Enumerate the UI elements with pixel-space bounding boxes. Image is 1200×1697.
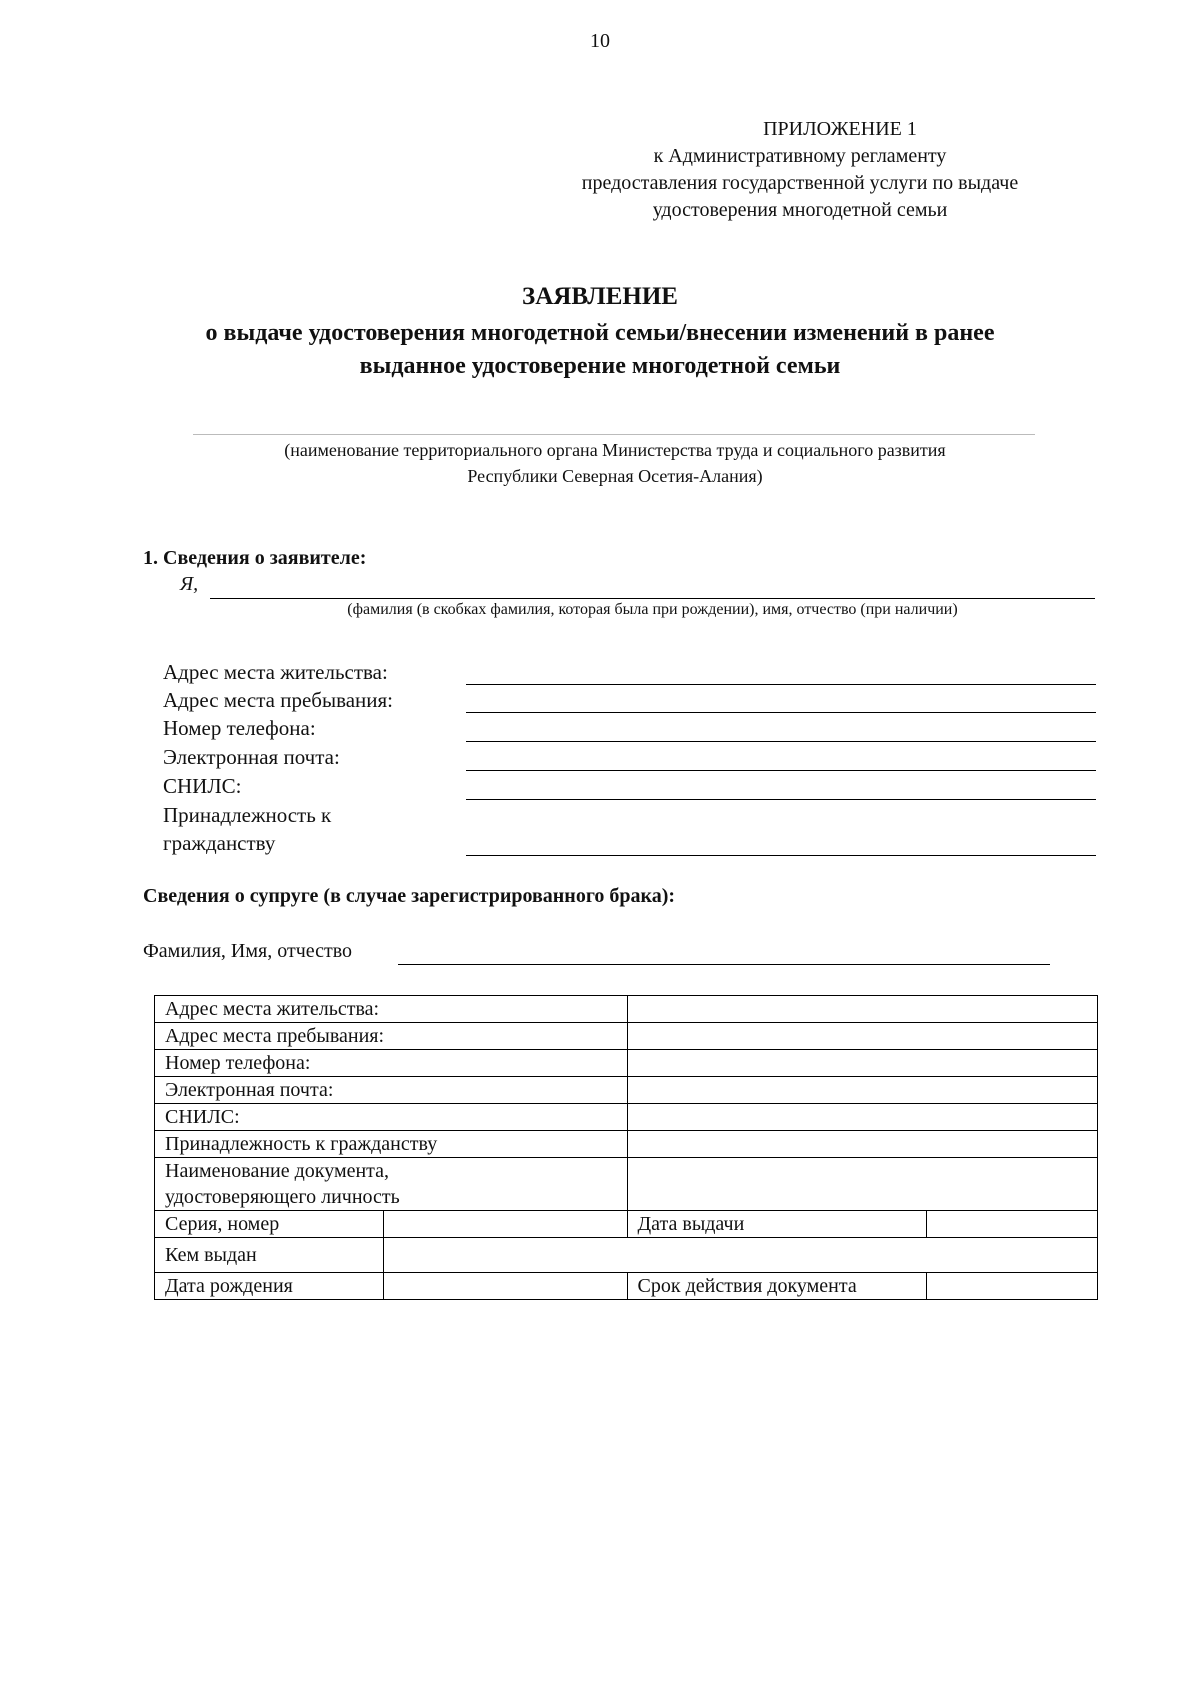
table-row xyxy=(155,1131,1098,1158)
row-value-cell[interactable] xyxy=(627,1023,1097,1050)
row-label-validity: Срок действия документа xyxy=(627,1273,927,1300)
issue-date-value-cell[interactable] xyxy=(927,1211,1098,1238)
org-caption-line: (наименование территориального органа Министерства труда и социального развития xyxy=(284,440,946,460)
table-row xyxy=(155,1050,1098,1077)
spouse-info-table xyxy=(154,995,1098,1300)
org-caption-line: Республики Северная Осетия-Алания) xyxy=(467,466,763,486)
field-label-residence: Адрес места жительства: xyxy=(163,660,388,684)
row-label-series: Серия, номер xyxy=(155,1211,384,1238)
field-line-citizenship[interactable] xyxy=(466,855,1096,856)
field-label-stay: Адрес места пребывания: xyxy=(163,688,394,712)
page-number: 10 xyxy=(590,30,610,52)
appendix-title: ПРИЛОЖЕНИЕ 1 xyxy=(763,118,917,140)
document-title: ЗАЯВЛЕНИЕ xyxy=(522,283,678,310)
row-label: Электронная почта: xyxy=(155,1077,628,1104)
table-row xyxy=(155,1238,1098,1273)
series-value-cell[interactable] xyxy=(383,1211,627,1238)
table-row xyxy=(155,1158,1098,1211)
field-label-citizenship xyxy=(163,801,331,857)
subtitle-line: о выдаче удостоверения многодетной семьи/внесении изменений в ранее xyxy=(205,320,995,346)
spouse-fio-label: Фамилия, Имя, отчество xyxy=(143,940,353,962)
applicant-name-line[interactable] xyxy=(210,598,1095,599)
table-row xyxy=(155,1211,1098,1238)
ya-label: Я, xyxy=(180,573,199,595)
table-row xyxy=(155,1104,1098,1131)
field-label-phone: Номер телефона: xyxy=(163,716,316,740)
table-row xyxy=(155,1023,1098,1050)
org-caption xyxy=(150,437,1080,489)
table-row xyxy=(155,1077,1098,1104)
citizenship-line: гражданству xyxy=(163,831,276,855)
appendix-block xyxy=(520,116,1080,224)
field-line-stay[interactable] xyxy=(466,712,1096,713)
subtitle-line: выданное удостоверение многодетной семьи xyxy=(359,353,841,379)
section2-title: Сведения о супруге (в случае зарегистрированного брака): xyxy=(143,885,676,907)
row-value-cell[interactable] xyxy=(627,996,1097,1023)
row-value-cell[interactable] xyxy=(627,1104,1097,1131)
appendix-line: предоставления государственной услуги по выдаче xyxy=(581,172,1019,194)
spouse-fio-line[interactable] xyxy=(398,964,1050,965)
appendix-line: к Административному регламенту xyxy=(653,145,947,167)
row-value-cell[interactable] xyxy=(627,1131,1097,1158)
table-row xyxy=(155,996,1098,1023)
doc-name-line: удостоверяющего личность xyxy=(165,1186,400,1208)
applicant-name-caption: (фамилия (в скобках фамилия, которая была при рождении), имя, отчество (при наличии) xyxy=(347,601,958,618)
citizenship-line: Принадлежность к xyxy=(163,803,332,827)
row-label-birth-date: Дата рождения xyxy=(155,1273,384,1300)
field-label-email: Электронная почта: xyxy=(163,745,340,769)
row-label-doc-name xyxy=(155,1158,628,1211)
doc-name-line: Наименование документа, xyxy=(165,1160,390,1182)
table-row xyxy=(155,1273,1098,1300)
field-line-snils[interactable] xyxy=(466,799,1096,800)
row-label: Адрес места пребывания: xyxy=(155,1023,628,1050)
row-value-cell[interactable] xyxy=(627,1077,1097,1104)
row-label-issued-by: Кем выдан xyxy=(155,1238,384,1273)
issued-by-value-cell[interactable] xyxy=(383,1238,1097,1273)
row-label: СНИЛС: xyxy=(155,1104,628,1131)
appendix-line: удостоверения многодетной семьи xyxy=(652,199,948,221)
org-name-line[interactable] xyxy=(193,434,1035,435)
row-label: Принадлежность к гражданству xyxy=(155,1131,628,1158)
validity-value-cell[interactable] xyxy=(927,1273,1098,1300)
row-value-cell[interactable] xyxy=(627,1158,1097,1211)
row-label: Адрес места жительства: xyxy=(155,996,628,1023)
row-label-issue-date: Дата выдачи xyxy=(627,1211,927,1238)
field-line-phone[interactable] xyxy=(466,741,1096,742)
section1-title: 1. Сведения о заявителе: xyxy=(143,547,367,569)
document-subtitle xyxy=(100,317,1100,383)
field-line-email[interactable] xyxy=(466,770,1096,771)
birth-date-value-cell[interactable] xyxy=(383,1273,627,1300)
row-label: Номер телефона: xyxy=(155,1050,628,1077)
field-label-snils: СНИЛС: xyxy=(163,774,242,798)
row-value-cell[interactable] xyxy=(627,1050,1097,1077)
field-line-residence[interactable] xyxy=(466,684,1096,685)
